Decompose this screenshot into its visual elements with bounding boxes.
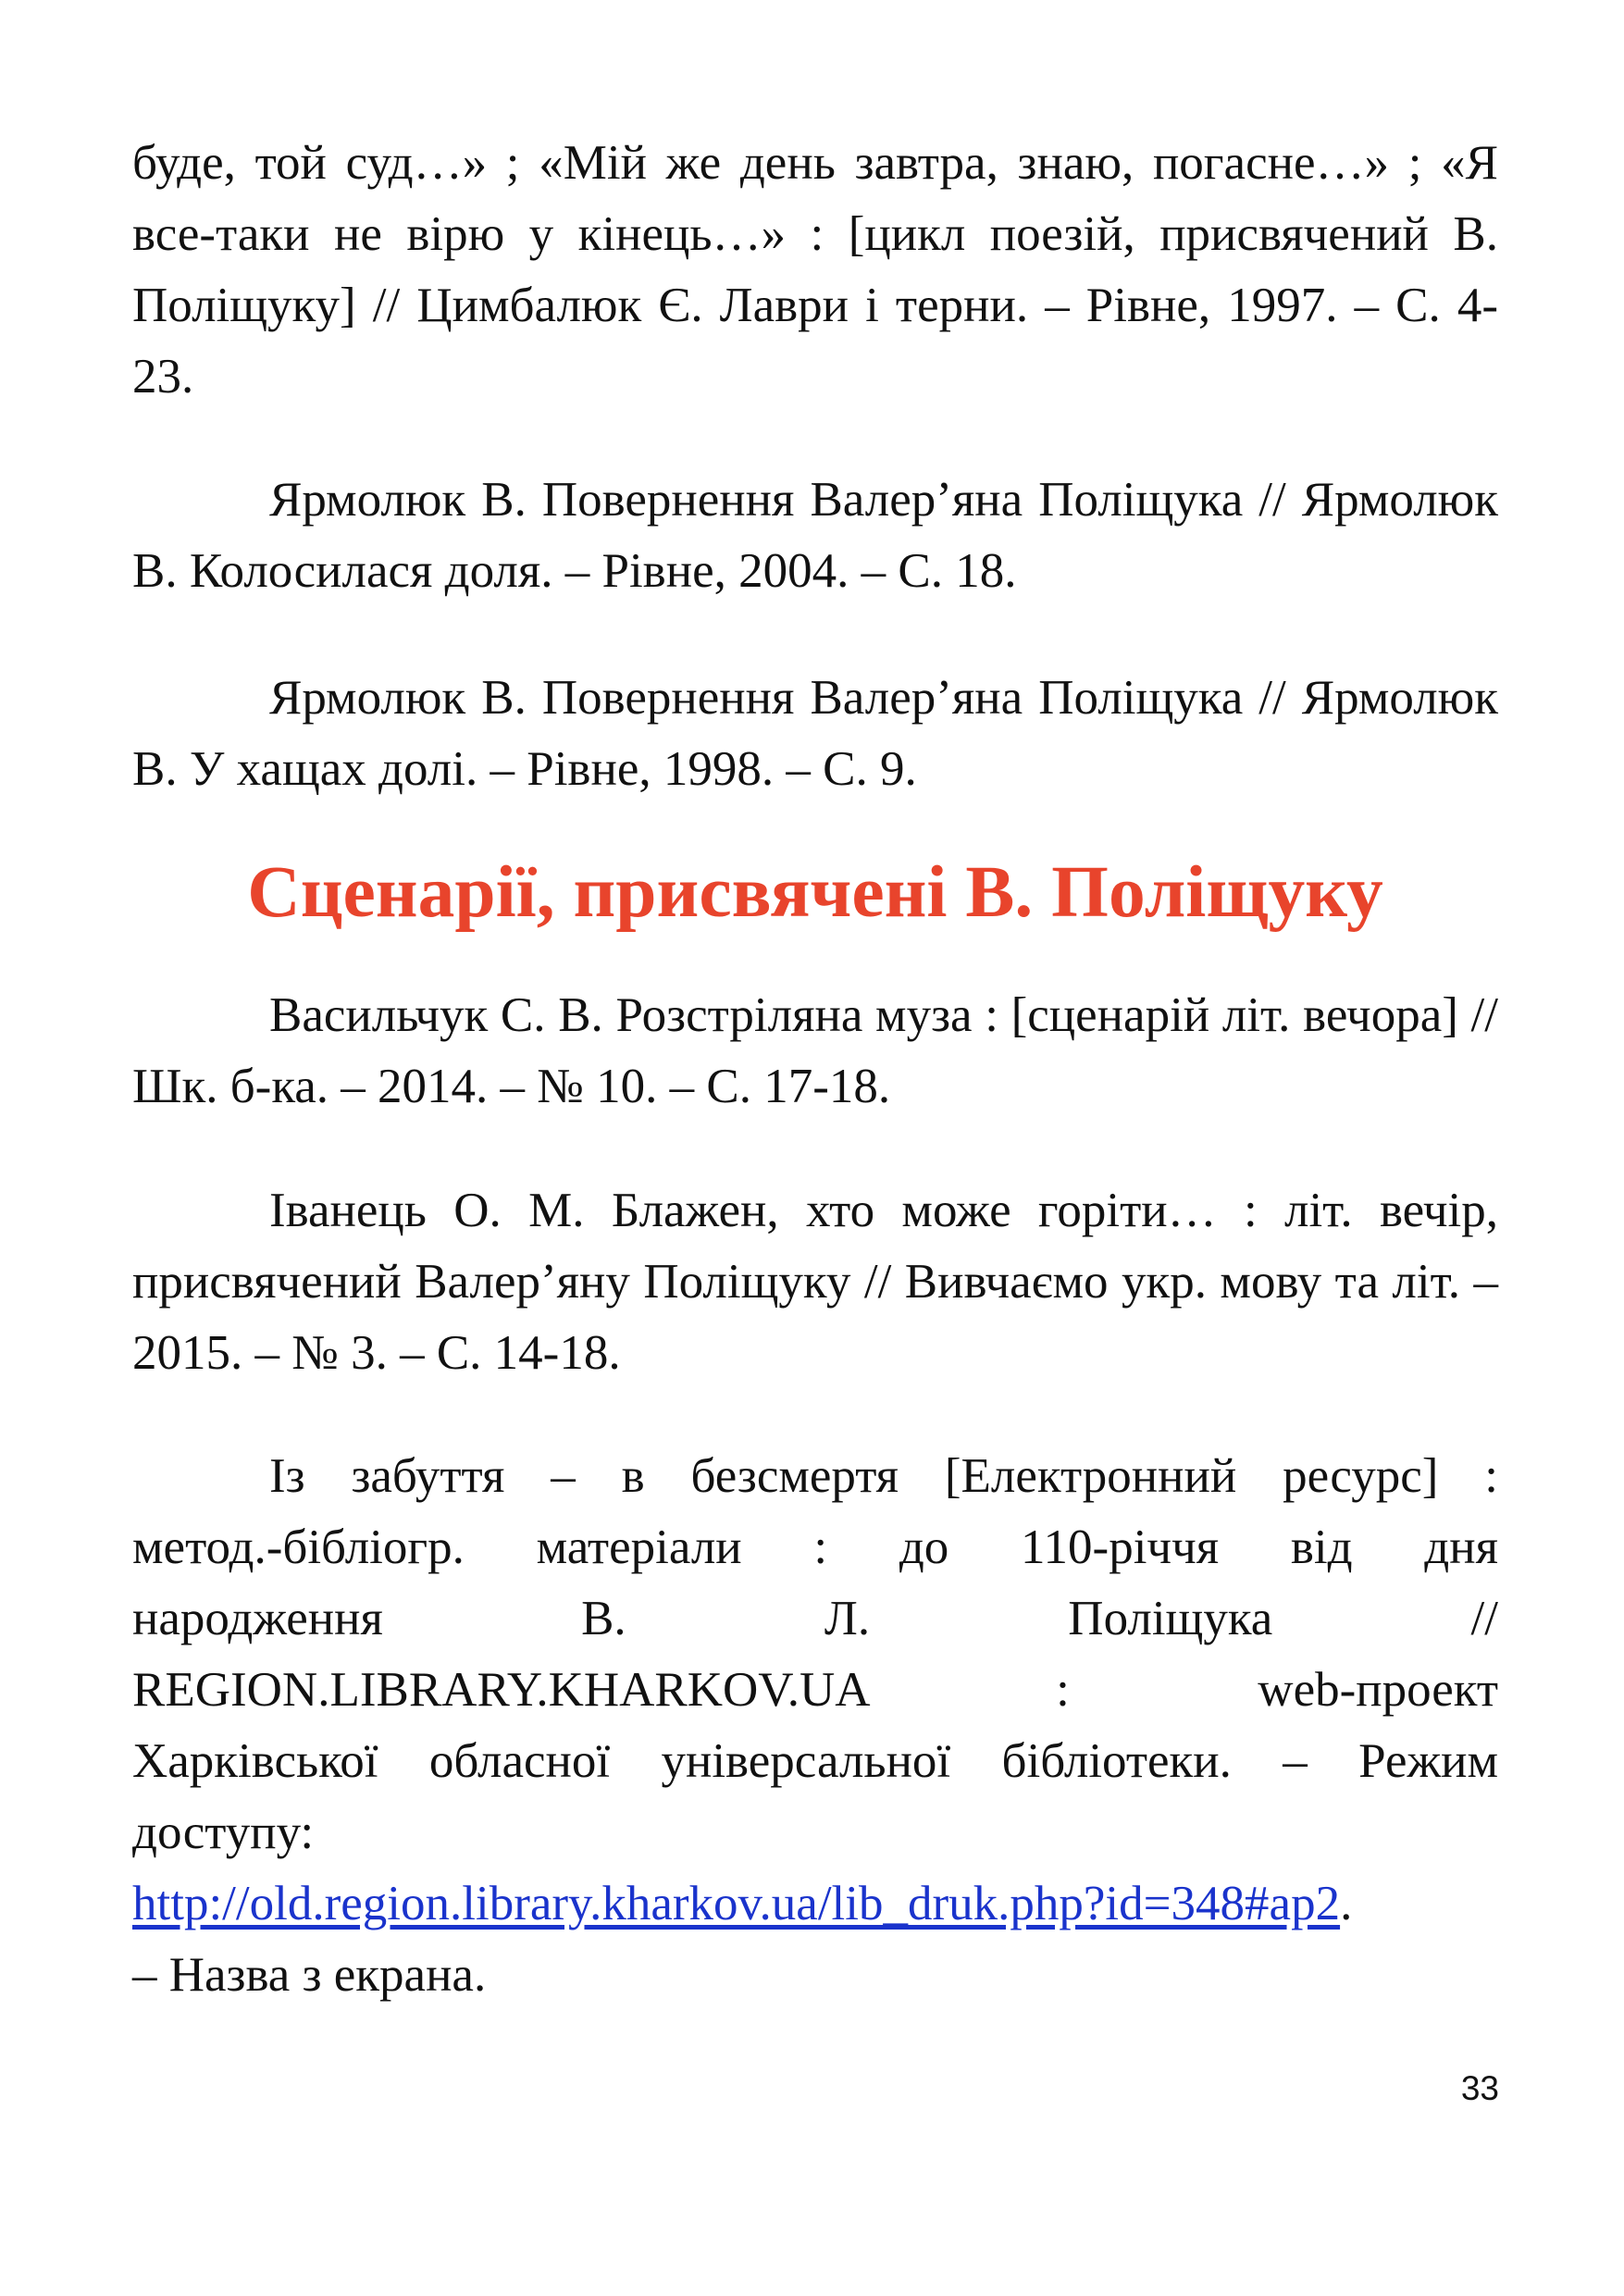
- entry-line: доступу:: [132, 1806, 315, 1859]
- bibliography-entry-yarmoliuk-1998: Ярмолюк В. Повернення Валер’яна Поліщука // Ярмолюк В. У хащах долі. – Рівне, 1998. – С. 9.: [132, 671, 1498, 796]
- entry-line: REGION.LIBRARY.KHARKOV.UA : web-проект: [132, 1663, 1498, 1717]
- entry-line: – Назва з екрана.: [132, 1948, 487, 2002]
- bibliography-entry-yarmoliuk-2004: Ярмолюк В. Повернення Валер’яна Поліщука // Ярмолюк В. Колосилася доля. – Рівне, 2004. – С. 18.: [132, 473, 1498, 598]
- bibliography-entry-vasylchuk: Васильчук С. В. Розстріляна муза : [сценарій літ. вечора] // Шк. б-ка. – 2014. – № 10. – С. 17-18.: [132, 988, 1498, 1113]
- url-line: [132, 1868, 1498, 1940]
- entry-line: народження В. Л. Поліщука //: [132, 1592, 1498, 1645]
- entry-line: Із забуття – в безсмертя [Електронний ресурс] :: [269, 1449, 1498, 1503]
- bibliography-entry-ivanets: Іванець О. М. Блажен, хто може горіти… : літ. вечір, присвячений Валер’яну Поліщуку // Вивчаємо укр. мову та літ. – 2015. – № 3. – С. 14-18.: [132, 1184, 1498, 1380]
- entry-line: Харківської обласної універсальної бібліотеки. – Режим: [132, 1734, 1498, 1788]
- page-number: 33: [1460, 2069, 1499, 2107]
- url-suffix: .: [1340, 1877, 1353, 1930]
- bibliography-entry-continued: буде, той суд…» ; «Мій же день завтра, знаю, погасне…» ; «Я все-таки не вірю у кінець…» : [цикл поезій, присвячений В. Поліщуку] // Цимбалюк Є. Лаври і терни. – Рівне, 1997. – С. 4-23.: [132, 136, 1498, 403]
- section-heading: Сценарії, присвячені В. Поліщуку: [247, 851, 1383, 933]
- page-content: [132, 128, 1498, 2011]
- bibliography-entry-iz-zabuttia: [132, 1441, 1498, 2011]
- entry-line: метод.-бібліогр. матеріали : до 110-річчя від дня: [132, 1520, 1498, 1574]
- resource-link[interactable]: http://old.region.library.kharkov.ua/lib_druk.php?id=348#ap2: [132, 1877, 1341, 1930]
